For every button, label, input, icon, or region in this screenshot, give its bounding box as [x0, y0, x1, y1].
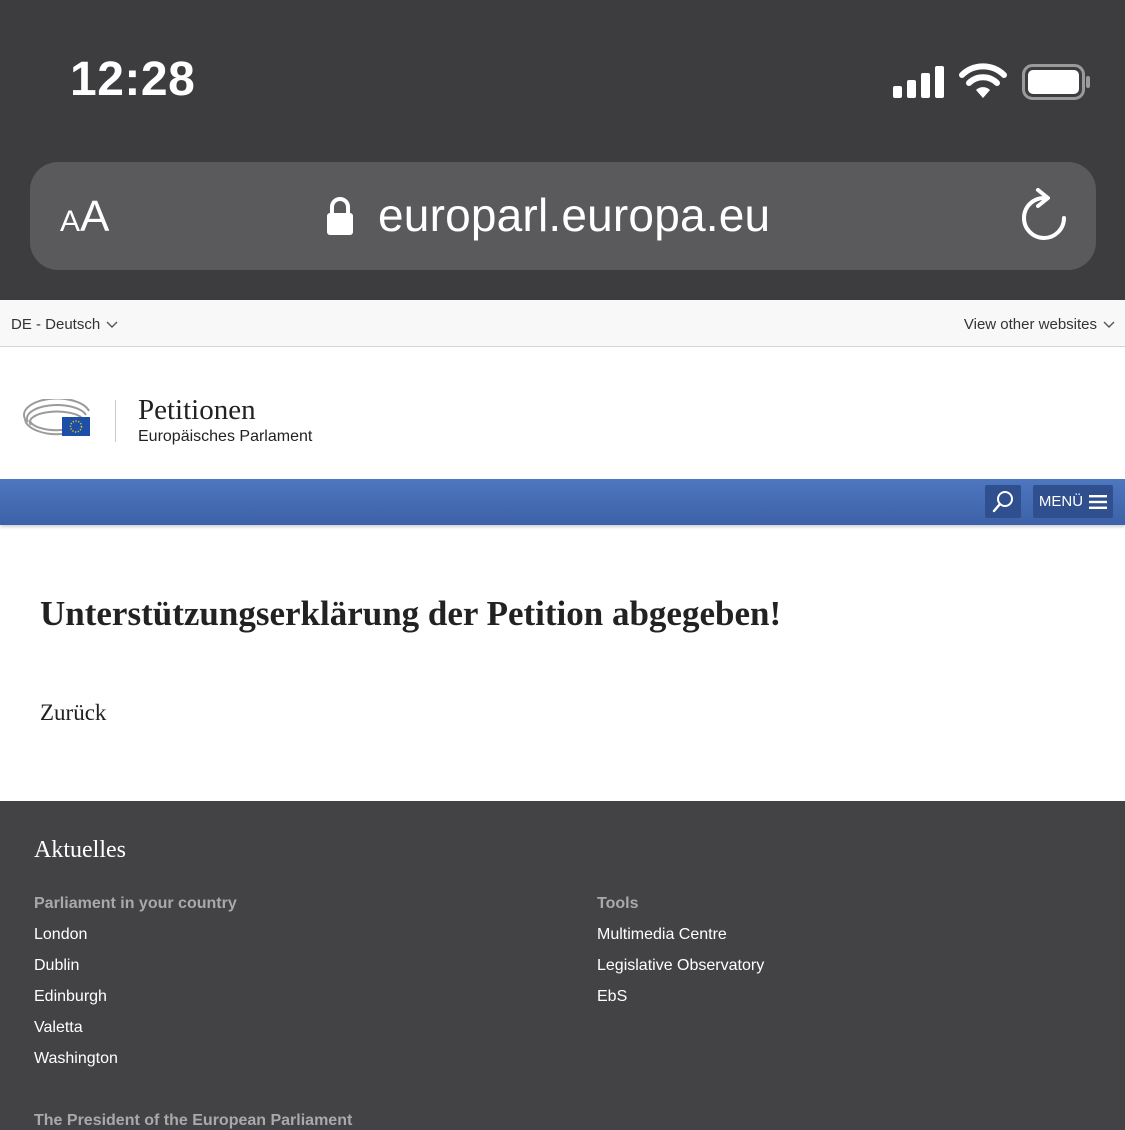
footer-link-multimedia-centre[interactable]: Multimedia Centre: [597, 926, 727, 943]
footer-title: Aktuelles: [34, 837, 126, 863]
hamburger-icon: [1089, 495, 1107, 509]
lock-icon: [326, 196, 354, 236]
back-link[interactable]: Zurück: [40, 700, 107, 725]
menu-button[interactable]: MENÜ: [1033, 485, 1113, 518]
language-selector[interactable]: DE - Deutsch: [11, 316, 118, 333]
footer: [0, 801, 1125, 1130]
wifi-icon: [958, 62, 1008, 100]
browser-chrome: [0, 0, 1125, 300]
footer-column-tools: [597, 895, 764, 1019]
header-divider: [115, 400, 116, 442]
footer-link-london[interactable]: London: [34, 926, 88, 943]
footer-section-heading-president: The President of the European Parliament: [34, 1112, 353, 1129]
footer-column-country: [34, 895, 237, 1081]
footer-link-legislative-observatory[interactable]: Legislative Observatory: [597, 957, 765, 974]
european-parliament-logo[interactable]: [22, 399, 92, 439]
language-bar: [0, 300, 1125, 347]
footer-column-heading: Tools: [597, 895, 639, 912]
footer-column-heading: Parliament in your country: [34, 895, 237, 912]
site-header: [0, 348, 1125, 479]
reload-icon[interactable]: [1020, 188, 1070, 244]
footer-link-edinburgh[interactable]: Edinburgh: [34, 988, 107, 1005]
site-title[interactable]: Petitionen: [138, 394, 256, 426]
address-bar[interactable]: [30, 162, 1096, 270]
url-text[interactable]: europarl.europa.eu: [378, 189, 771, 241]
search-button[interactable]: [985, 485, 1021, 518]
footer-link-valetta[interactable]: Valetta: [34, 1019, 83, 1036]
battery-icon: [1022, 64, 1092, 100]
text-size-button[interactable]: AA: [60, 192, 110, 241]
search-icon: [985, 485, 1021, 518]
footer-link-washington[interactable]: Washington: [34, 1050, 118, 1067]
page-title: Unterstützungserklärung der Petition abgegeben!: [40, 594, 782, 633]
status-time: 12:28: [70, 53, 196, 106]
other-websites-selector[interactable]: View other websites: [964, 316, 1115, 333]
cellular-signal-icon: [893, 66, 945, 98]
chevron-down-icon: [1103, 321, 1115, 329]
main-navigation-bar: [0, 479, 1125, 525]
site-subtitle: Europäisches Parlament: [138, 428, 313, 445]
chevron-down-icon: [106, 321, 118, 329]
footer-link-dublin[interactable]: Dublin: [34, 957, 80, 974]
footer-link-ebs[interactable]: EbS: [597, 988, 628, 1005]
